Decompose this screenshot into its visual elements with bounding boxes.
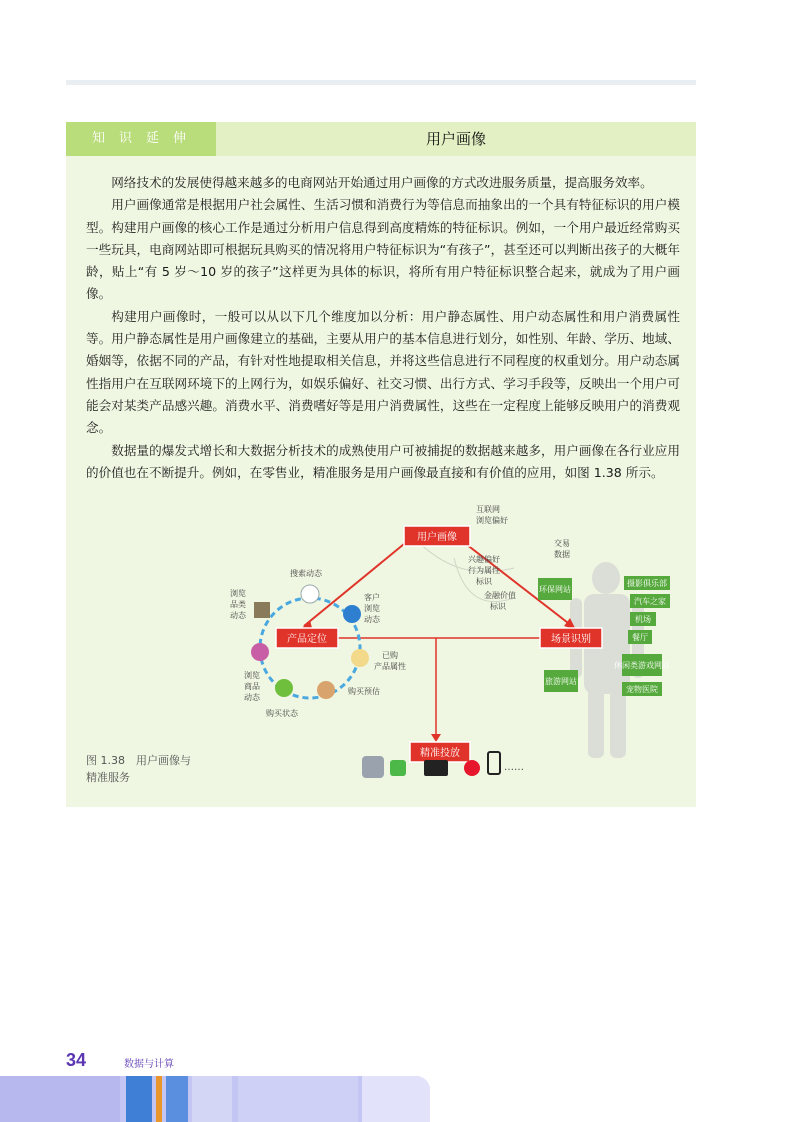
figure-user-portrait [214, 498, 676, 788]
box-tag: 知识延伸 [66, 122, 216, 156]
arrowhead [431, 734, 441, 742]
tag-casual-games: 休闲类游戏网站 [614, 661, 670, 670]
node-product-position [276, 628, 338, 648]
tag-restaurant: 餐厅 [632, 633, 648, 642]
svg-text:场景识别: 场景识别 [551, 634, 591, 645]
label-interest: 标识 [476, 577, 492, 586]
box-icon [254, 602, 270, 618]
target-icon [251, 643, 269, 661]
node-user-portrait [404, 526, 470, 546]
label-browse-goods: 浏览 [244, 671, 260, 680]
figure-diagram [214, 498, 676, 788]
top-rule [66, 80, 696, 85]
label-search: 搜索动态 [290, 569, 322, 578]
device-icon [362, 756, 384, 778]
figure-caption [86, 752, 216, 786]
label-finance: 金融价值 [484, 591, 516, 600]
label-ellipsis: …… [504, 762, 524, 773]
phone-icon [488, 752, 500, 774]
node-precise-delivery [410, 742, 470, 762]
caption-line: 图 1.38 用户画像与 [86, 754, 191, 767]
body-text [86, 172, 680, 484]
tv-icon [424, 760, 448, 776]
label-customer: 客户 [364, 593, 380, 602]
label-browse-goods: 动态 [244, 693, 260, 702]
footer-stripe [156, 1076, 162, 1122]
box-title: 用户画像 [425, 130, 486, 148]
label-purchase-pref: 购买预估 [348, 687, 380, 696]
label-purchase-state: 购买状态 [266, 709, 298, 718]
svg-text:用户画像: 用户画像 [417, 532, 457, 543]
wechat-icon [390, 760, 406, 776]
label-bought: 已购 [382, 651, 398, 660]
tag-pet-hospital: 宠物医院 [626, 685, 658, 694]
footer-stripe [166, 1076, 188, 1122]
footer-bar [0, 1076, 430, 1122]
footer-stripe [238, 1076, 358, 1122]
label-interest: 行为属性 [468, 566, 500, 575]
label-finance: 标识 [490, 602, 506, 611]
label-internet: 互联网 [476, 505, 500, 514]
paragraph: 网络技术的发展使得越来越多的电商网站开始通过用户画像的方式改进服务质量，提高服务效率。 [111, 175, 653, 190]
cart-icon [275, 679, 293, 697]
weibo-icon [464, 760, 480, 776]
paragraph: 数据量的爆发式增长和大数据分析技术的成熟使用户可被捕捉的数据越来越多，用户画像在各行业应用的价值也在不断提升。例如，在零售业，精准服务是用户画像最直接和有价值的应用，如图 1.38 所示。 [86, 442, 680, 480]
paragraph: 构建用户画像时，一般可以从以下几个维度加以分析：用户静态属性、用户动态属性和用户消费属性等。用户静态属性是用户画像建立的基础，主要从用户的基本信息进行划分，如性别、年龄、学历、地域、婚姻等，依据不同的产品，有针对性地提取相关信息，并将这些信息进行不同程度的权重划分。用户动态属性指用户在互联网环境下的上网行为，如娱乐偏好、社交习惯、出行方式、学习手段等，反映出一个用户可能会对某类产品感兴趣。消费水平、消费嗜好等是用户消费属性，这些在一定程度上能够反映用户的消费观念。 [86, 308, 680, 436]
tag-photo-club: 摄影俱乐部 [627, 579, 667, 588]
book-title: 数据与计算 [124, 1059, 174, 1070]
label-customer: 浏览 [364, 604, 380, 613]
label-browse-category: 动态 [230, 611, 246, 620]
tag-eco-site: 环保网站 [539, 585, 571, 594]
svg-text:精准投放: 精准投放 [420, 748, 460, 759]
browser-icon [343, 605, 361, 623]
tag-travel-site: 旅游网站 [545, 677, 577, 686]
label-browse-category: 浏览 [230, 589, 246, 598]
page-number: 34 [66, 1050, 87, 1070]
product-icon [351, 649, 369, 667]
footer-stripe [362, 1076, 430, 1122]
label-browse-category: 品类 [230, 600, 246, 609]
user-icon [317, 681, 335, 699]
paragraph: 用户画像通常是根据用户社会属性、生活习惯和消费行为等信息而抽象出的一个具有特征标识的用户模型。构建用户画像的核心工作是通过分析用户信息得到高度精炼的特征标识。例如，一个用户最近经常购买一些玩具，电商网站即可根据玩具购买的情况将用户特征标识为“有孩子”，甚至还可以判断出孩子的大概年龄，贴上“有 5 岁～10 岁的孩子”这样更为具体的标识，将所有用户特征标识整合起来，就成为了用户画像。 [86, 197, 680, 302]
tag-airport: 机场 [635, 615, 651, 624]
tag-car-home: 汽车之家 [634, 597, 666, 606]
caption-line: 精准服务 [86, 771, 130, 784]
label-trade: 数据 [554, 550, 570, 559]
footer-stripe [192, 1076, 232, 1122]
label-customer: 动态 [364, 615, 380, 624]
search-icon [301, 585, 319, 603]
footer-stripe [126, 1076, 152, 1122]
label-interest: 兴趣偏好 [468, 555, 500, 564]
box-header [66, 122, 696, 156]
label-internet: 浏览偏好 [476, 516, 508, 525]
label-bought: 产品属性 [374, 662, 406, 671]
svg-text:产品定位: 产品定位 [287, 634, 327, 645]
node-scene-recognition [540, 628, 602, 648]
label-browse-goods: 商品 [244, 682, 260, 691]
footer-stripe [0, 1076, 120, 1122]
label-trade: 交易 [554, 539, 570, 548]
